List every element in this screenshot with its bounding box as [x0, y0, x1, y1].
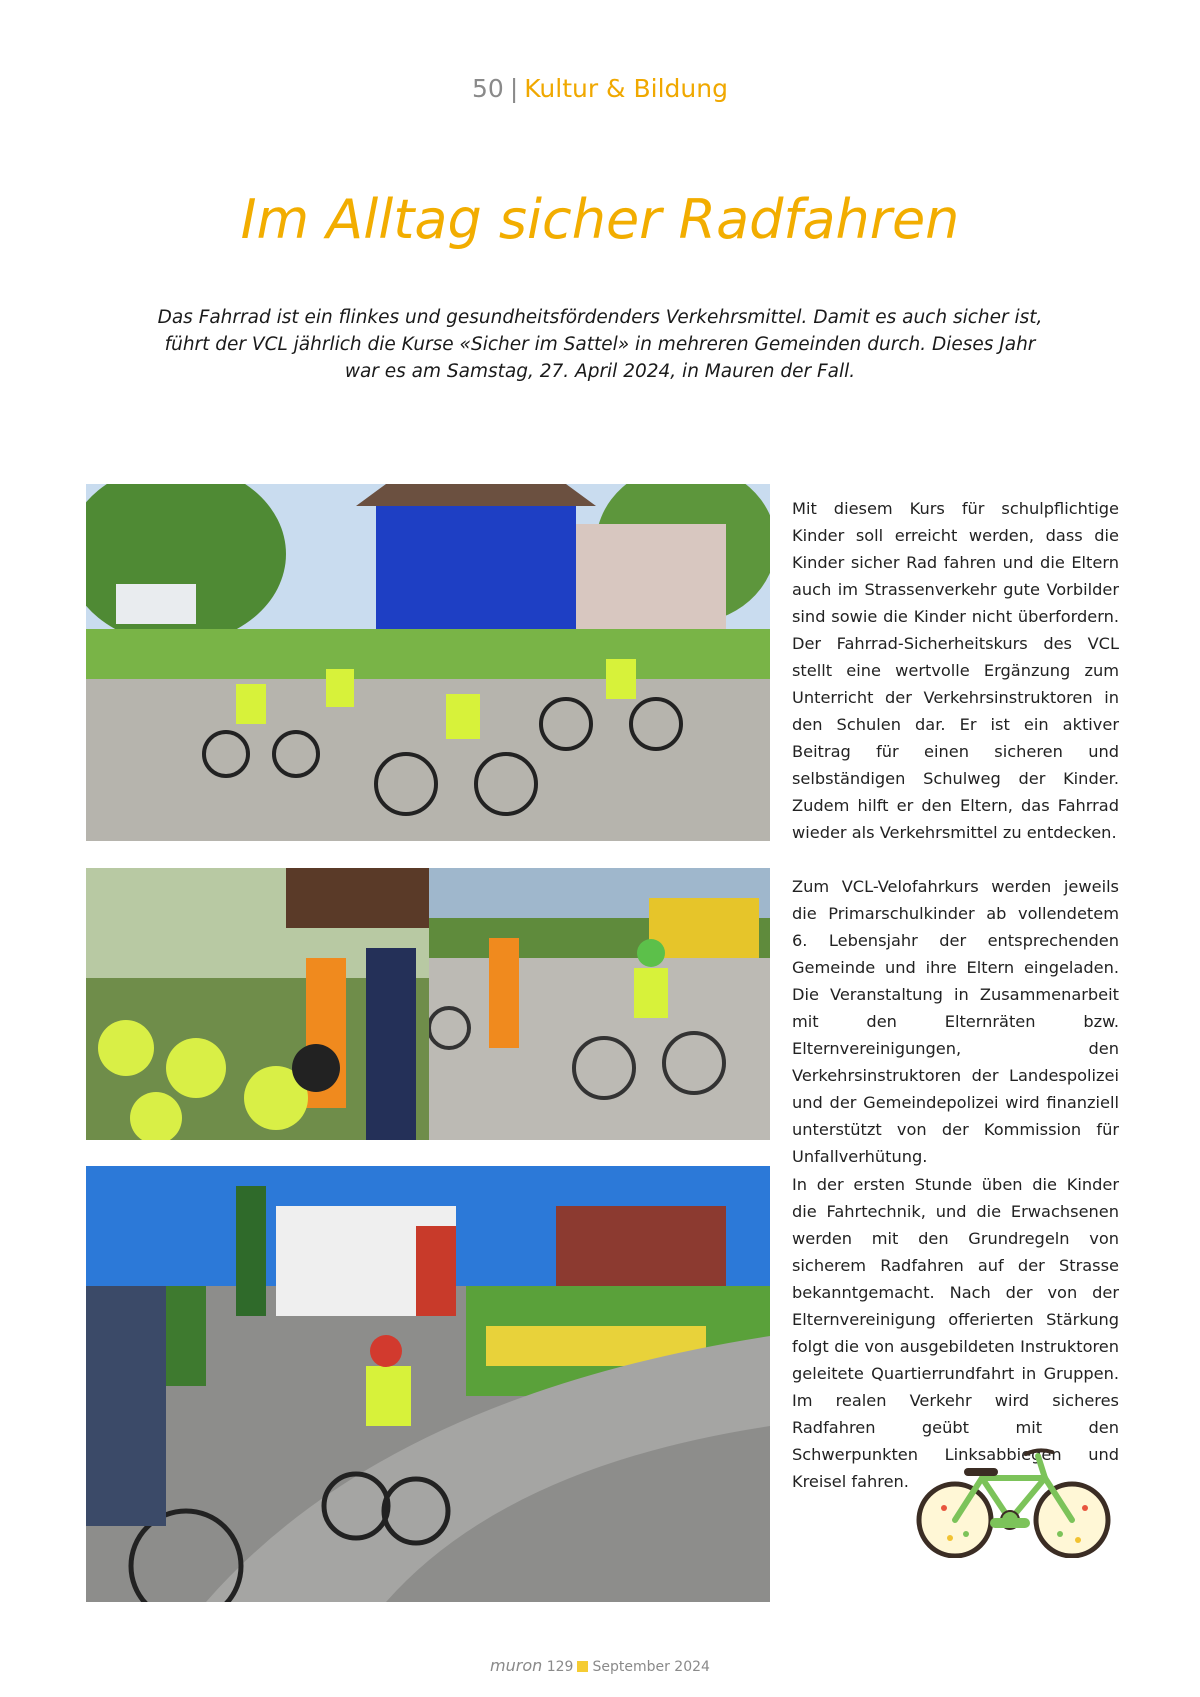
page-header: [0, 74, 1200, 103]
photo-kids-cycling-square: [86, 484, 770, 841]
photo-girl-cycling: [429, 868, 770, 1140]
article-title: Im Alltag sicher Radfahren: [240, 188, 960, 251]
page-number: 50: [472, 74, 504, 103]
article-paragraph-3: In der ersten Stunde üben die Kinder die Fahrtechnik, und die Erwachsenen werden mit den Grundregeln von sicherem Radfahren auf der Strasse bekanntgemacht. Nach der von der Elternvereinigung offerierten Stärkung folgt die von ausgebildeten Instruktoren geleitete Quartierrundfahrt in Gruppen. Im realen Verkehr wird sicheres Radfahren geübt mit den Schwerpunkten Linksabbiegen und Kreisel fahren.: [792, 1175, 1119, 1491]
photo-instructor-group: [86, 868, 429, 1140]
photo-group-ride-road: [86, 1166, 770, 1602]
article-paragraph-1: Mit diesem Kurs für schulpflichtige Kinder soll erreicht werden, dass die Kinder sicher Rad fahren und die Eltern auch im Strassenverkehr gute Vorbilder sind sowie die Kinder nicht überfordern. Der Fahrrad-Sicherheitskurs des VCL stellt eine wertvolle Ergänzung zum Unterricht der Verkehrsinstruktoren in den Schulen dar. Er ist ein aktiver Beitrag für einen sicheren und selbständigen Schulweg der Kinder. Zudem hilft er den Eltern, das Fahrrad wieder als Verkehrsmittel zu entdecken.: [792, 499, 1119, 842]
magazine-brand: muron: [490, 1656, 543, 1675]
header-separator: |: [509, 74, 519, 103]
issue-number: 129: [546, 1659, 574, 1675]
page-footer: [0, 1656, 1200, 1675]
bicycle-icon: [910, 1448, 1115, 1558]
article-lead: Das Fahrrad ist ein flinkes und gesundheitsfördenders Verkehrsmittel. Damit es auch sicher ist, führt der VCL jährlich die Kurse «Sicher im Sattel» in mehreren Gemeinden durch. Dieses Jahr war es am Samstag, 27. April 2024, in Mauren der Fall.: [157, 307, 1043, 382]
section-name: Kultur & Bildung: [524, 74, 728, 103]
article-paragraph-2: Zum VCL-Velofahrkurs werden jeweils die Primarschulkinder ab vollendetem 6. Lebensjahr der entsprechenden Gemeinde und ihre Eltern eingeladen. Die Veranstaltung in Zusammenarbeit mit den Elternräten bzw. Elternvereinigungen, den Verkehrsinstruktoren der Landespolizei und der Gemeindepolizei wird finanziell unterstützt von der Kommission für Unfallverhütung.: [792, 877, 1119, 1166]
footer-square-icon: [577, 1661, 588, 1672]
issue-date: September 2024: [592, 1659, 710, 1675]
